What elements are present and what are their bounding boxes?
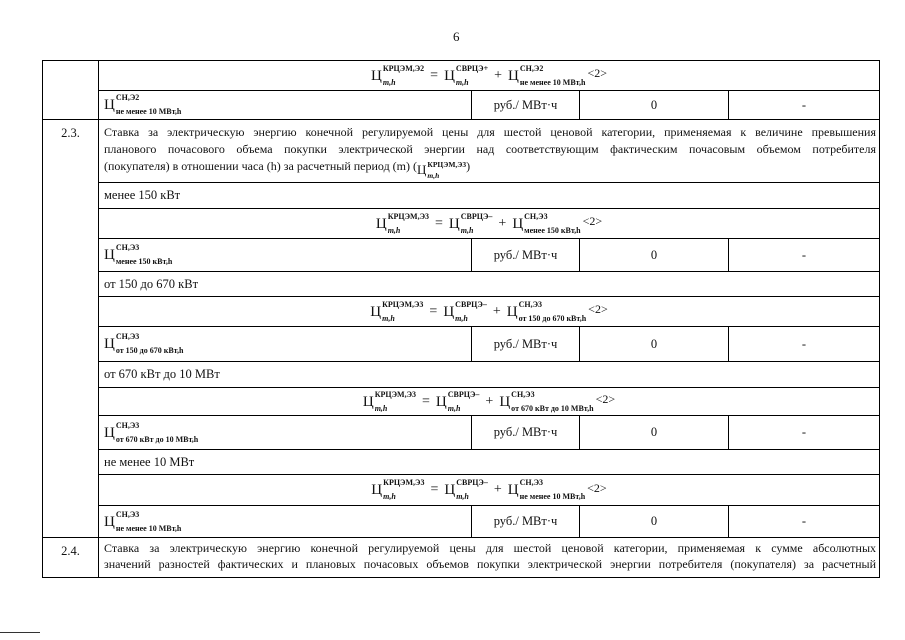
scan-artifact-line: [0, 632, 40, 633]
symbol-base: Ц: [508, 67, 519, 84]
symbol-indices: [116, 511, 182, 533]
equals-sign: =: [435, 215, 443, 231]
item-number-2-3: 2.3.: [43, 119, 99, 537]
symbol-indices: [116, 94, 182, 116]
rate-row: [99, 90, 879, 119]
symbol-superscript: СВРЦЭ–: [456, 478, 488, 487]
price-symbol: [449, 213, 493, 235]
formula-row: [99, 61, 879, 90]
price-symbol: [508, 65, 585, 87]
price-symbol: [499, 391, 593, 413]
symbol-subscript: не менее 10 МВт,h: [519, 77, 586, 87]
price-symbol: [508, 479, 585, 501]
symbol-base: Ц: [104, 513, 115, 530]
symbol-base: Ц: [371, 482, 383, 498]
rate-symbol-cell: [99, 239, 471, 271]
symbol-base: Ц: [104, 424, 115, 441]
number-cell-empty: [43, 61, 99, 119]
rate-symbol-cell: [99, 416, 471, 449]
symbol-indices: [448, 391, 480, 413]
price-symbol: [443, 301, 487, 323]
price-symbol: [371, 479, 424, 501]
symbol-base: Ц: [104, 336, 115, 352]
formula-row: [99, 387, 879, 415]
symbol-indices: [520, 479, 586, 501]
symbol-superscript: КРЦЭМ,Э3: [387, 211, 429, 221]
price-symbol: [376, 213, 429, 235]
price-symbol: [371, 65, 424, 87]
rate-row: [99, 505, 879, 537]
symbol-superscript: СН,Э3: [518, 299, 543, 309]
price-symbol: [444, 65, 488, 87]
footnote-ref: <2>: [588, 302, 608, 316]
symbol-base: Ц: [507, 482, 519, 498]
extra-cell: -: [728, 506, 879, 537]
price-symbol: [104, 244, 172, 266]
symbol-base: Ц: [362, 393, 374, 410]
symbol-indices: [520, 65, 586, 87]
extra-cell: -: [728, 327, 879, 361]
symbol-indices: [519, 301, 587, 323]
symbol-subscript: не менее 10 МВт,h: [519, 492, 586, 501]
symbol-superscript: СВРЦЭ+: [455, 63, 489, 73]
unit-cell: руб./ МВт·ч: [471, 91, 579, 119]
symbol-indices: [455, 301, 487, 323]
symbol-indices: [524, 213, 580, 235]
symbol-subscript: m,h: [382, 313, 395, 323]
value-cell: 0: [579, 416, 728, 449]
rate-symbol-cell: [99, 327, 471, 361]
symbol-subscript: m,h: [383, 492, 396, 501]
symbol-subscript: m,h: [427, 171, 440, 180]
tariff-table: [42, 60, 880, 578]
rate-row: [99, 415, 879, 449]
symbol-superscript: СН,Э3: [115, 509, 140, 519]
symbol-base: Ц: [417, 162, 427, 177]
price-symbol: [104, 511, 181, 533]
symbol-base: Ц: [104, 97, 115, 113]
description-text: (покупателя) в отношении часа (h) за расчетный период (m) (: [104, 159, 417, 173]
tier-label: менее 150 кВт: [99, 182, 879, 208]
equals-sign: =: [430, 482, 439, 497]
symbol-indices: [456, 65, 488, 87]
price-symbol: [104, 94, 181, 116]
footnote-ref: <2>: [582, 214, 603, 228]
plus-sign: +: [494, 67, 503, 83]
price-symbol: [104, 333, 183, 355]
description-line: Ставка за электрическую энергию конечной регулируемой цены для шестой ценовой категории, применяемая к сумме абсолютных: [104, 541, 876, 555]
symbol-superscript: СН,Э3: [524, 211, 548, 221]
symbol-base: Ц: [104, 247, 115, 263]
symbol-superscript: СН,Э3: [115, 420, 140, 430]
price-symbol: [512, 213, 580, 235]
description-line: Ставка за электрическую энергию конечной регулируемой цены для шестой ценовой категории, применяемая к величине превышения: [104, 125, 876, 139]
symbol-subscript: m,h: [455, 313, 468, 323]
item-description-2-4: [99, 537, 879, 577]
symbol-base: Ц: [435, 393, 447, 410]
symbol-indices: [375, 391, 416, 413]
unit-cell: руб./ МВт·ч: [471, 506, 579, 537]
symbol-superscript: СН,Э2: [519, 63, 544, 73]
symbol-indices: [461, 213, 493, 235]
symbol-base: Ц: [370, 303, 382, 320]
tier-label: от 670 кВт до 10 МВт: [99, 361, 879, 387]
tier-label: от 150 до 670 кВт: [99, 271, 879, 296]
symbol-indices: [427, 161, 466, 180]
description-line: [104, 158, 876, 180]
price-symbol: [417, 161, 466, 180]
symbol-base: Ц: [443, 303, 455, 320]
symbol-base: Ц: [506, 303, 518, 320]
symbol-base: Ц: [375, 215, 387, 232]
page-number: 6: [453, 29, 460, 44]
value-cell: 0: [579, 506, 728, 537]
symbol-superscript: СН,Э3: [519, 478, 544, 487]
symbol-superscript: СВРЦЭ–: [455, 299, 487, 309]
price-symbol: [444, 479, 488, 501]
plus-sign: +: [493, 482, 502, 497]
symbol-indices: [383, 479, 424, 501]
footnote-ref: <2>: [587, 66, 607, 80]
symbol-base: Ц: [444, 67, 455, 84]
symbol-subscript: m,h: [455, 77, 469, 87]
rate-symbol-cell: [99, 506, 471, 537]
equals-sign: =: [422, 393, 430, 409]
symbol-base: Ц: [448, 215, 460, 232]
symbol-superscript: СВРЦЭ–: [447, 389, 480, 399]
item-number-2-4: 2.4.: [43, 537, 99, 577]
footnote-ref: <2>: [595, 392, 616, 406]
symbol-superscript: КРЦЭМ,Э3: [383, 478, 425, 487]
rate-symbol-cell: [99, 91, 471, 119]
symbol-subscript: от 670 кВт до 10 МВт,h: [115, 434, 199, 444]
symbol-subscript: от 150 до 670 кВт,h: [518, 313, 587, 323]
symbol-subscript: m,h: [447, 403, 461, 413]
equals-sign: =: [429, 303, 438, 319]
closing-paren: ): [466, 159, 471, 173]
value-cell: 0: [579, 239, 728, 271]
formula-row: [99, 208, 879, 238]
value-cell: 0: [579, 91, 728, 119]
unit-cell: руб./ МВт·ч: [471, 416, 579, 449]
symbol-superscript: КРЦЭМ,Э3: [427, 159, 467, 169]
symbol-base: Ц: [371, 67, 382, 84]
symbol-indices: [383, 65, 424, 87]
extra-cell: -: [728, 416, 879, 449]
price-symbol: [363, 391, 416, 413]
symbol-subscript: m,h: [374, 403, 388, 413]
tier-label: не менее 10 МВт: [99, 449, 879, 474]
price-symbol: [370, 301, 423, 323]
plus-sign: +: [485, 393, 494, 409]
symbol-superscript: КРЦЭМ,Э3: [374, 389, 417, 399]
symbol-subscript: не менее 10 МВт,h: [115, 523, 182, 533]
value-cell: 0: [579, 327, 728, 361]
description-line: планового почасового объема покупки электрической энергии над соответствующим фактическим почасовым объемом потребителя: [104, 142, 876, 156]
symbol-superscript: СВРЦЭ–: [460, 211, 493, 221]
symbol-subscript: менее 150 кВт,h: [524, 225, 581, 235]
symbol-indices: [511, 391, 593, 413]
plus-sign: +: [498, 215, 507, 231]
price-symbol: [104, 422, 198, 444]
extra-cell: -: [728, 239, 879, 271]
symbol-subscript: m,h: [387, 225, 401, 235]
description-line: значений разностей фактических и плановых почасовых объемов покупки электрической энергии потребителя (покупателя) за расчетный: [104, 557, 876, 571]
symbol-indices: [116, 333, 184, 355]
symbol-superscript: СН,Э3: [115, 332, 140, 341]
symbol-base: Ц: [512, 215, 524, 232]
symbol-indices: [456, 479, 488, 501]
extra-cell: -: [728, 91, 879, 119]
price-symbol: [436, 391, 480, 413]
footnote-ref: <2>: [587, 480, 607, 495]
symbol-indices: [388, 213, 429, 235]
plus-sign: +: [492, 303, 501, 319]
symbol-superscript: СН,Э3: [511, 389, 535, 399]
formula-row: [99, 474, 879, 505]
symbol-indices: [382, 301, 423, 323]
unit-cell: руб./ МВт·ч: [471, 327, 579, 361]
symbol-subscript: менее 150 кВт,h: [115, 257, 173, 266]
symbol-indices: [116, 244, 172, 266]
rate-row: [99, 326, 879, 361]
symbol-superscript: СН,Э3: [115, 243, 140, 252]
symbol-indices: [116, 422, 198, 444]
symbol-superscript: СН,Э2: [115, 93, 140, 102]
symbol-subscript: не менее 10 МВт,h: [115, 107, 182, 116]
symbol-superscript: КРЦЭМ,Э3: [382, 299, 424, 309]
symbol-subscript: m,h: [460, 225, 474, 235]
symbol-subscript: m,h: [382, 77, 396, 87]
symbol-subscript: m,h: [456, 492, 469, 501]
symbol-subscript: от 670 кВт до 10 МВт,h: [511, 403, 594, 413]
unit-cell: руб./ МВт·ч: [471, 239, 579, 271]
symbol-base: Ц: [499, 393, 511, 410]
rate-row: [99, 238, 879, 271]
symbol-base: Ц: [444, 482, 456, 498]
item-description-2-3: [99, 119, 879, 182]
formula-row: [99, 296, 879, 326]
equals-sign: =: [430, 67, 439, 83]
price-symbol: [507, 301, 586, 323]
symbol-superscript: КРЦЭМ,Э2: [382, 63, 425, 73]
symbol-subscript: от 150 до 670 кВт,h: [115, 346, 184, 355]
